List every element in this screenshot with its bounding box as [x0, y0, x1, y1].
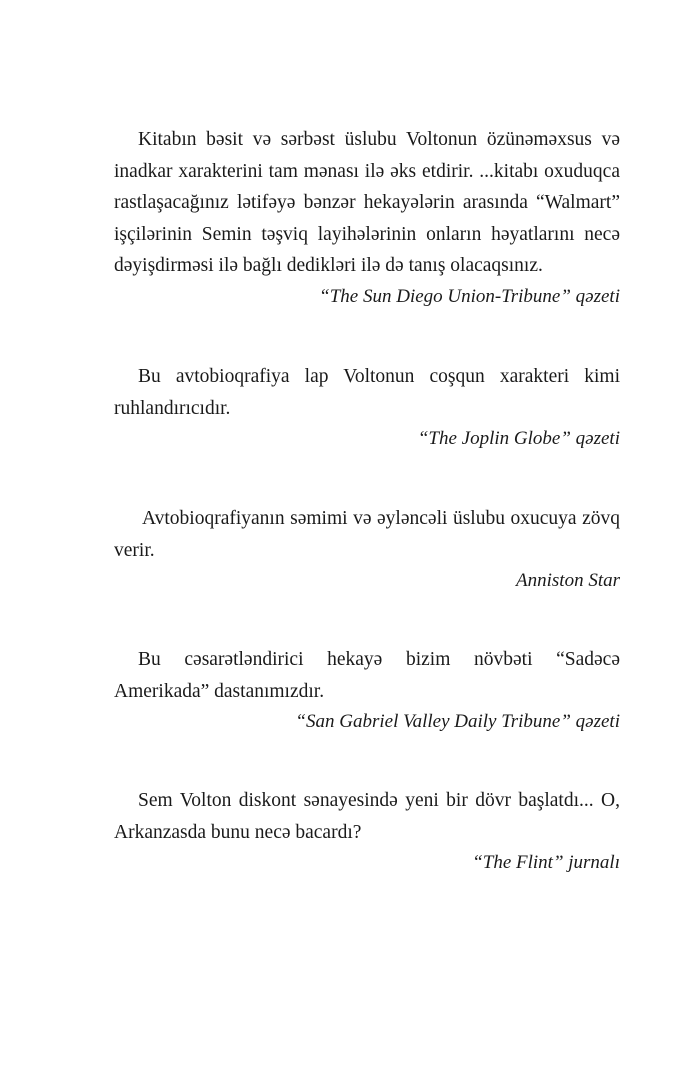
- review-blurb: [114, 785, 620, 878]
- review-source: Anniston Star: [516, 570, 620, 591]
- review-blurb: [114, 644, 620, 737]
- review-quote: Sem Volton diskont sənayesində yeni bir dövr başlatdı... O, Arkanzasda bunu necə bacardı?: [114, 790, 620, 843]
- review-blurb: [114, 361, 620, 454]
- review-quote: Bu avtobioqrafiya lap Voltonun coşqun xarakteri kimi ruhlandırıcıdır.: [114, 366, 620, 419]
- review-source: “The Sun Diego Union-Tribune” qəzeti: [319, 285, 620, 307]
- review-blurb: [114, 503, 620, 596]
- review-source: “The Joplin Globe” qəzeti: [417, 428, 620, 449]
- review-quote: Avtobioqrafiyanın səmimi və əyləncəli üslubu oxucuya zövq verir.: [114, 508, 620, 561]
- review-source: “San Gabriel Valley Daily Tribune” qəzeti: [295, 711, 620, 732]
- review-quote: Kitabın bəsit və sərbəst üslubu Voltonun özünəməxsus və inadkar xarakterini tam mənası ilə əks etdirir. ...kitabı oxuduqca rastlaşacağınız lətifəyə bənzər hekayələrin arasında “Walmart” işçilərinin Semin təşviq layihələrinin onların həyatlarını necə dəyişdirməsi ilə bağlı dedikləri ilə də tanış olacaqsınız.: [114, 129, 620, 276]
- review-blurb: [114, 124, 620, 312]
- review-source: “The Flint” jurnalı: [472, 852, 620, 873]
- review-quote: Bu cəsarətləndirici hekayə bizim növbəti “Sadəcə Amerikada” dastanımızdır.: [114, 649, 620, 702]
